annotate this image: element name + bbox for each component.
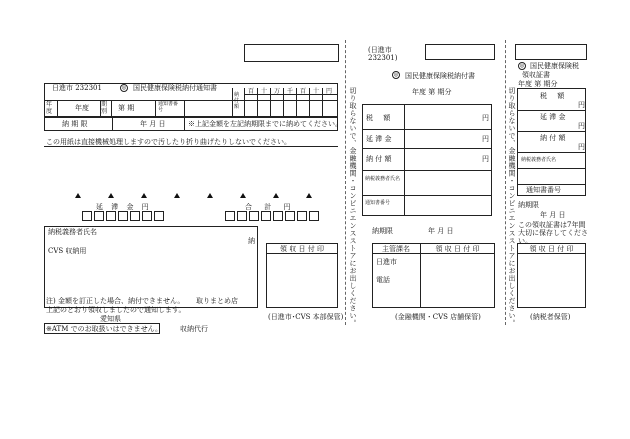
ocr-mark	[273, 193, 279, 198]
mid-city-label: (日進市 232301)	[368, 46, 398, 62]
right-pay-unit: 円	[578, 143, 585, 151]
left-city-name: 愛知県	[100, 315, 121, 323]
left-cvs-label: CVS 収納用	[48, 247, 87, 255]
mid-blank-box	[425, 44, 495, 60]
mid-tax-label: 税 額	[366, 114, 395, 122]
right-title-1: 国民健康保険税	[530, 62, 579, 70]
mid-title: 国民健康保険税納付書	[405, 72, 475, 80]
ocr-box	[225, 211, 235, 221]
digit-hyaku: 百	[299, 88, 306, 95]
mid-taxpayer-label: 納税義務者氏名	[365, 176, 401, 182]
left-warning-text: この用紙は直接機械処理しますので汚したり折り曲げたりしないでください。	[46, 138, 291, 146]
ocr-mark	[75, 193, 81, 198]
mid-footer: (金融機関・CVS 店舗保管)	[395, 313, 481, 321]
right-notice-label: 通知書番号	[526, 186, 561, 194]
right-late-label: 延 滞 金	[540, 113, 566, 121]
ocr-box	[237, 211, 247, 221]
left-receipt-label: 領 収 日 付 印	[280, 245, 324, 253]
ocr-box	[285, 211, 295, 221]
left-period-label: 期別	[101, 101, 108, 115]
right-tax-unit: 円	[578, 101, 585, 109]
ocr-mark	[240, 193, 246, 198]
cut-line-1	[345, 40, 346, 325]
left-deadline-label: 納 期 限	[62, 120, 88, 128]
mid-pay-label: 納 付 額	[366, 155, 392, 163]
left-year-label: 年度	[46, 101, 53, 115]
right-tax-label: 税 額	[540, 92, 569, 100]
cut-line-2	[505, 40, 506, 325]
ocr-box	[94, 211, 104, 221]
ocr-box	[297, 211, 307, 221]
left-footer: (日進市･CVS 本部保管)	[268, 313, 344, 321]
left-taxpayer-label: 納税義務者氏名	[48, 228, 97, 236]
digit-yen: 円	[325, 88, 332, 95]
ocr-mark	[306, 193, 312, 198]
left-taxpayer-box	[44, 226, 258, 308]
digit-hyaku-man: 百	[247, 88, 254, 95]
ocr-box	[273, 211, 283, 221]
ocr-box	[118, 211, 128, 221]
late-fee-label: 延 滞 金 円	[96, 203, 152, 211]
right-vertical-note: 切り取らないで、金融機関・コンビニエンスストアにお出しください。	[508, 87, 516, 327]
mid-clerk-label: 主管課名	[382, 245, 410, 253]
right-seal-icon: ◎	[519, 63, 525, 69]
agent-label: 収納代行	[180, 325, 208, 333]
mid-phone: 電話	[376, 276, 390, 284]
right-footer: (納税者保管)	[530, 313, 571, 321]
ocr-box	[249, 211, 259, 221]
ocr-mark	[174, 193, 180, 198]
mid-deadline-label: 納期限	[372, 227, 393, 235]
ocr-box	[261, 211, 271, 221]
mid-vertical-note: 切り取らないで、金融機関・コンビニエンスストアにお出しください。	[349, 87, 357, 327]
mid-city-sub: 日進市	[376, 258, 397, 266]
ocr-mark	[108, 193, 114, 198]
mid-receipt-label: 領 収 日 付 印	[435, 245, 480, 253]
digit-ju: 十	[312, 88, 319, 95]
ocr-mark	[207, 193, 213, 198]
left-stub-blank-box	[244, 44, 339, 62]
digit-ju-man: 十	[260, 88, 267, 95]
ocr-box	[106, 211, 116, 221]
right-receipt-label: 領 収 日 付 印	[529, 245, 574, 253]
right-blank-box	[515, 44, 587, 60]
mid-tax-unit: 円	[482, 114, 489, 122]
left-deadline-value: 年 月 日	[140, 120, 166, 128]
left-city-label: 日進市 232301	[52, 84, 102, 92]
mid-seal-icon: ◎	[393, 72, 399, 78]
ocr-box	[154, 211, 164, 221]
left-collector-note: 取りまとめ店	[196, 297, 238, 305]
left-seal-icon: ◎	[121, 85, 127, 91]
mid-pay-unit: 円	[482, 155, 489, 163]
right-deadline-label: 納期限	[518, 201, 539, 209]
digit-sen: 千	[286, 88, 293, 95]
total-label: 合 計 円	[245, 203, 296, 211]
left-note-2: 上記のとおり領収しましたので通知します。	[46, 306, 186, 314]
right-title-2: 領収証書	[522, 71, 550, 79]
ocr-box	[142, 211, 152, 221]
left-fiscal-year: 年度	[75, 104, 89, 112]
mid-late-label: 延 滞 金	[366, 135, 392, 143]
ocr-box	[309, 211, 319, 221]
digit-man: 万	[273, 88, 280, 95]
right-deadline-value: 年 月 日	[540, 211, 566, 219]
left-deadline-note: ※上記金額を左記納期限までに納めてください。	[188, 120, 342, 128]
left-period: 第 期	[118, 104, 135, 112]
left-pay-label: 納	[248, 237, 255, 245]
right-keep-note: この領収証書は7年間大切に保存してください。	[518, 221, 588, 245]
mid-deadline-value: 年 月 日	[428, 227, 454, 235]
right-year-period: 年度 第 期分	[518, 80, 558, 88]
mid-late-unit: 円	[482, 135, 489, 143]
right-taxpayer-label: 納税義務者氏名	[521, 157, 557, 163]
left-note-1: 注) 金額を訂正した場合、納付できません。	[46, 297, 185, 305]
right-amount-table	[517, 88, 586, 196]
right-pay-label: 納 付 額	[540, 134, 566, 142]
left-notice-no-label: 通知書番号	[158, 101, 179, 113]
left-title: 国民健康保険税納付通知書	[133, 84, 217, 92]
ocr-box	[130, 211, 140, 221]
left-amount-label: 納付額	[234, 92, 240, 110]
mid-notice-label: 通知書番号	[365, 200, 391, 206]
ocr-box	[82, 211, 92, 221]
right-late-unit: 円	[578, 122, 585, 130]
mid-year-period: 年度 第 期分	[412, 88, 452, 96]
ocr-mark	[141, 193, 147, 198]
atm-note: ※ATM でのお取扱いはできません。	[46, 325, 163, 333]
